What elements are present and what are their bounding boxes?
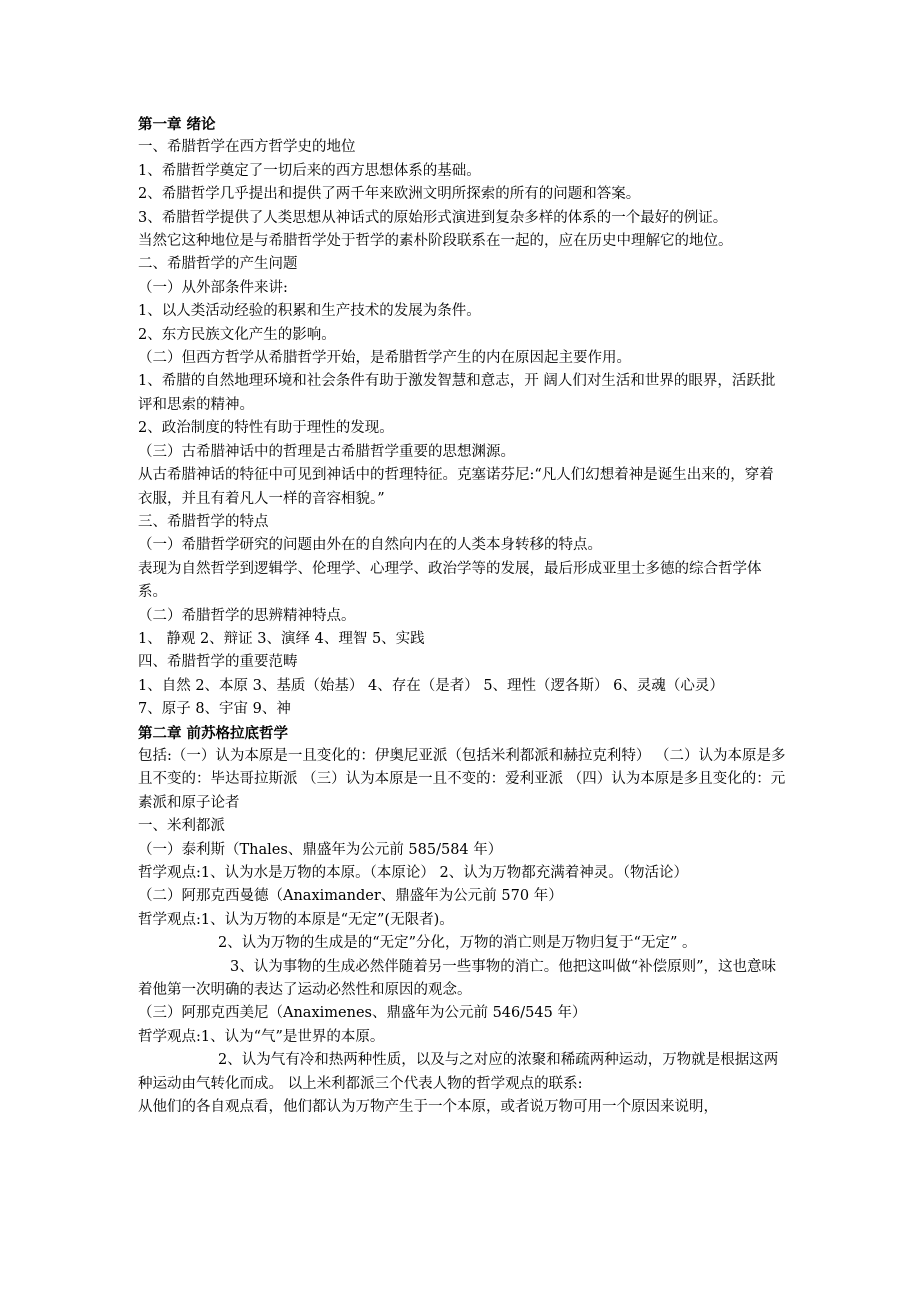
paragraph-line: 2、认为万物的生成是的“无定”分化，万物的消亡则是万物归复于“无定” 。 [218, 935, 697, 952]
paragraph-line: 从他们的各自观点看，他们都认为万物产生于一个本原，或者说万物可用一个原因来说明， [138, 1099, 718, 1116]
paragraph-line: 7、原子 8、宇宙 9、神 [138, 701, 291, 718]
section-heading: 一、米利都派 [138, 818, 225, 835]
paragraph-line: 1、希腊哲学奠定了一切后来的西方思想体系的基础。 [138, 162, 481, 179]
subsection-heading: （三）阿那克西美尼（Anaximenes、鼎盛年为公元前 546/545 年） [138, 1005, 587, 1022]
section-heading: 四、希腊哲学的重要范畴 [138, 654, 298, 671]
paragraph-line: 哲学观点:1、认为万物的本原是“无定”(无限者)。 [138, 911, 454, 928]
subsection-heading: （三）古希腊神话中的哲理是古希腊哲学重要的思想渊源。 [138, 443, 515, 460]
paragraph-line: 1、自然 2、本原 3、基质（始基） 4、存在（是者） 5、理性（逻各斯） 6、灵魂（心灵） [138, 677, 724, 694]
paragraph-line: 1、以人类活动经验的积累和生产技术的发展为条件。 [138, 303, 481, 320]
subsection-heading: （一）希腊哲学研究的问题由外在的自然向内在的人类本身转移的特点。 [138, 537, 602, 554]
paragraph: 表现为自然哲学到逻辑学、伦理学、心理学、政治学等的发展，最后形成亚里士多德的综合哲学体系。 [138, 560, 762, 601]
subsection-heading: （一）泰利斯（Thales、鼎盛年为公元前 585/584 年） [138, 841, 503, 858]
subsection-heading: （一）从外部条件来讲: [138, 279, 288, 296]
document-body [138, 113, 786, 1119]
chapter-title: 第一章 绪论 [138, 116, 216, 133]
section-heading: 二、希腊哲学的产生问题 [138, 256, 298, 273]
paragraph: 3、认为事物的生成必然伴随着另一些事物的消亡。他把这叫做“补偿原则”，这也意味着他第一次明确的表达了运动必然性和原因的观念。 [138, 958, 777, 999]
paragraph: 包括:（一）认为本原是一且变化的：伊奥尼亚派（包括米利都派和赫拉克利特） （二）认为本原是多且不变的：毕达哥拉斯派 （三）认为本原是一且不变的：爱利亚派 （四）认为本原是多且变化的：元素派和原子论者 [138, 747, 786, 811]
paragraph: 2、认为气有冷和热两种性质，以及与之对应的浓聚和稀疏两种运动，万物就是根据这两种运动由气转化而成。 以上米利都派三个代表人物的哲学观点的联系: [138, 1052, 779, 1092]
section-heading: 一、希腊哲学在西方哲学史的地位 [138, 139, 356, 156]
paragraph-line: 2、政治制度的特性有助于理性的发现。 [138, 420, 394, 437]
paragraph: 从古希腊神话的特征中可见到神话中的哲理特征。克塞诺芬尼:“凡人们幻想着神是诞生出来的，穿着衣服，并且有着凡人一样的音容相貌。” [138, 467, 774, 507]
paragraph: 1、希腊的自然地理环境和社会条件有助于激发智慧和意志，开 阔人们对生活和世界的眼界，活跃批评和思索的精神。 [138, 373, 776, 413]
subsection-heading: （二）阿那克西曼德（Anaximander、鼎盛年为公元前 570 年） [138, 888, 563, 905]
subsection-heading: （二）希腊哲学的思辨精神特点。 [138, 607, 356, 624]
paragraph-line: 3、希腊哲学提供了人类思想从神话式的原始形式演进到复杂多样的体系的一个最好的例证。 [138, 209, 728, 226]
paragraph: 当然它这种地位是与希腊哲学处于哲学的素朴阶段联系在一起的，应在历史中理解它的地位。 [138, 233, 733, 250]
paragraph-line: 2、东方民族文化产生的影响。 [138, 326, 336, 343]
paragraph-line: 1、 静观 2、辩证 3、演绎 4、理智 5、实践 [138, 630, 425, 647]
paragraph-line: 哲学观点:1、认为水是万物的本原。（本原论） 2、认为万物都充满着神灵。（物活论） [138, 865, 688, 881]
subsection-heading: （二）但西方哲学从希腊哲学开始，是希腊哲学产生的内在原因起主要作用。 [138, 350, 631, 367]
chapter-title: 第二章 前苏格拉底哲学 [138, 724, 289, 742]
paragraph-line: 哲学观点:1、认为“气”是世界的本原。 [138, 1028, 385, 1045]
paragraph-line: 2、希腊哲学几乎提出和提供了两千年来欧洲文明所探索的所有的问题和答案。 [138, 186, 641, 203]
section-heading: 三、希腊哲学的特点 [138, 513, 269, 530]
